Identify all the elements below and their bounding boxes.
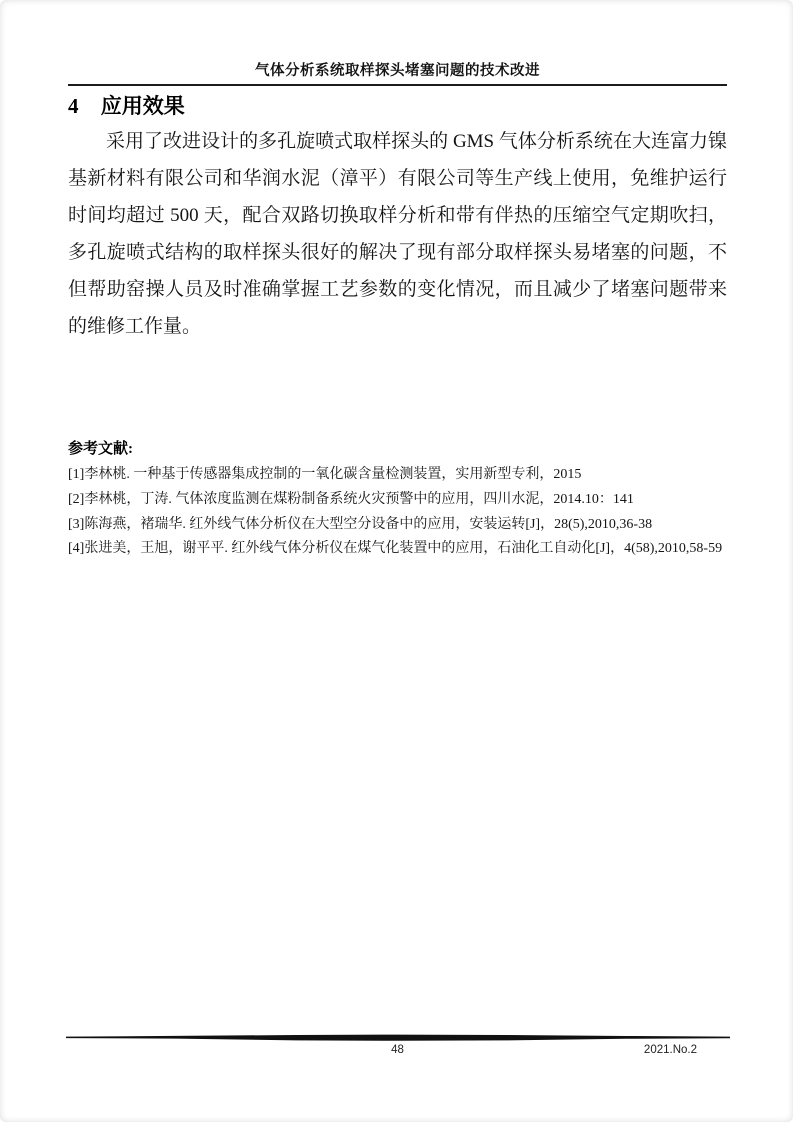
footer-page-number: 48	[391, 1044, 404, 1056]
reference-item: [4]张进美，王旭，谢平平. 红外线气体分析仪在煤气化装置中的应用，石油化工自动化[J]，4(58),2010,58-59	[68, 541, 723, 557]
footer-issue-label: 2021.No.2	[643, 1044, 697, 1056]
section-number: 4	[68, 94, 79, 118]
body-paragraph: 采用了改进设计的多孔旋喷式取样探头的 GMS 气体分析系统在大连富力镍基新材料有限公司和华润水泥（漳平）有限公司等生产线上使用，免维护运行时间均超过 500 天，配合双路切换取样分析和带有伴热的压缩空气定期吹扫，多孔旋喷式结构的取样探头很好的解决了现有部分取样探头易堵塞的问题，不但帮助窑操人员及时准确掌握工艺参数的变化情况，而且减少了堵塞问题带来的维修工作量。	[68, 131, 727, 337]
section-title: 应用效果	[100, 94, 185, 118]
running-title: 气体分析系统取样探头堵塞问题的技术改进	[255, 63, 540, 79]
reference-item: [1]李林桃. 一种基于传感器集成控制的一氧化碳含量检测装置，实用新型专利，2015	[68, 467, 582, 482]
header-rule	[68, 84, 727, 86]
references-section	[68, 438, 728, 562]
footer-rule	[66, 1034, 730, 1042]
reference-item: [2]李林桃，丁涛. 气体浓度监测在煤粉制备系统火灾预警中的应用，四川水泥，2014.10：141	[68, 491, 634, 507]
reference-item: [3]陈海燕，褚瑞华. 红外线气体分析仪在大型空分设备中的应用，安装运转[J]，28(5),2010,36-38	[68, 516, 653, 532]
references-heading: 参考文献:	[68, 441, 133, 457]
section-heading	[68, 90, 185, 120]
